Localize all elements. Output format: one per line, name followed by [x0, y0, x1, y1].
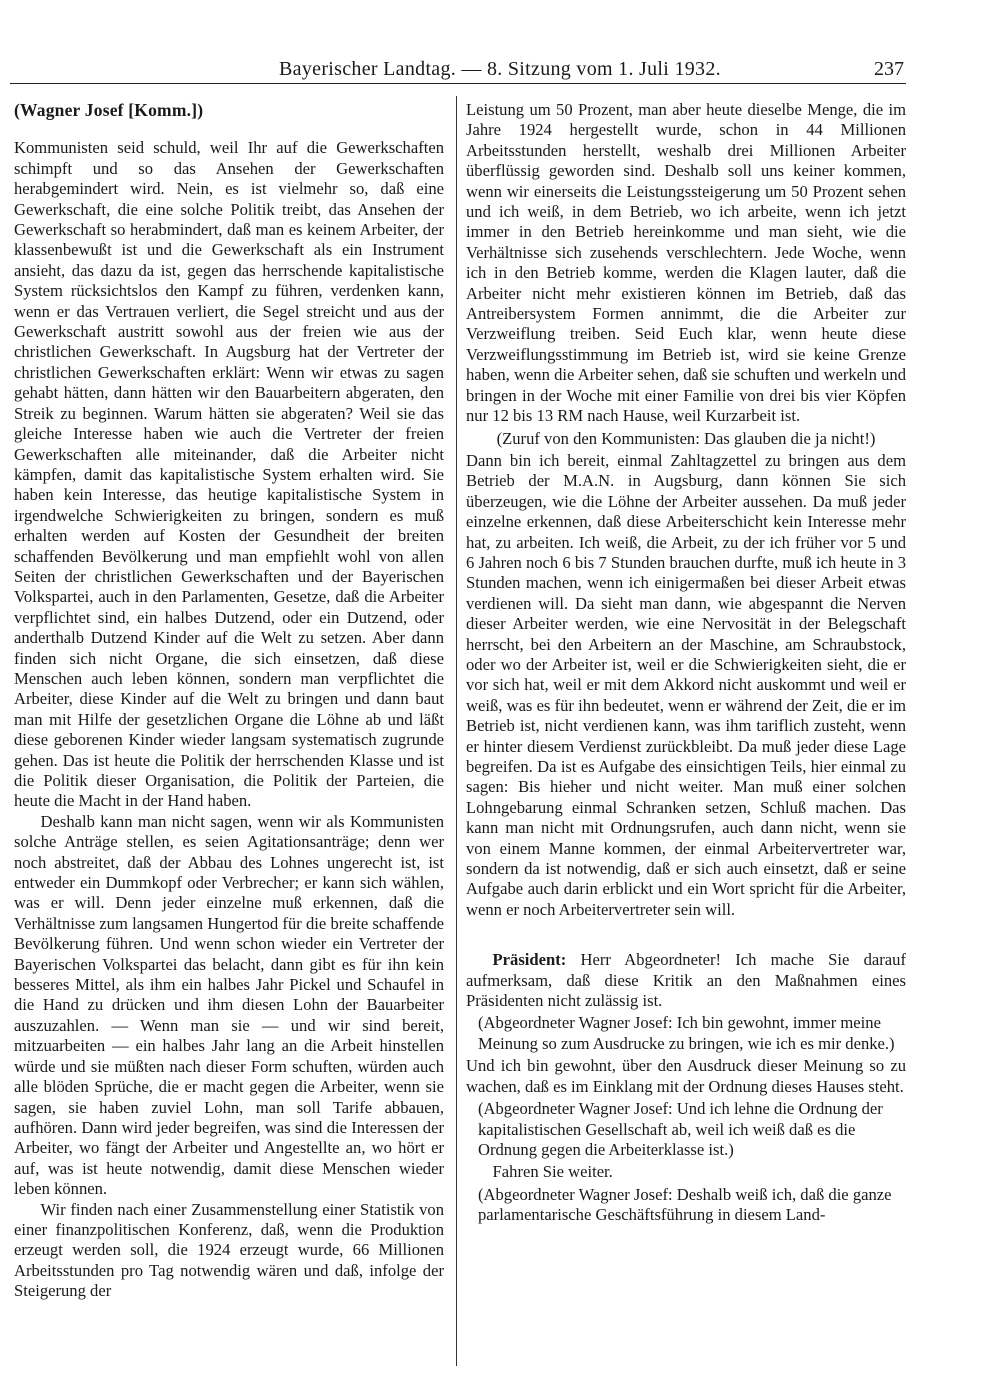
page-number: 237: [874, 58, 904, 80]
president-text: Herr Abgeordneter! Ich mache Sie darauf aufmerksam, daß diese Kritik an den Maßnahmen eines Präsidenten nicht zulässig ist.: [466, 950, 906, 1011]
interjection-3: (Abgeordneter Wagner Josef: Und ich lehne die Ordnung der kapitalistischen Gesellschaft ab, weil ich weiß daß es die Ordnung gegen die Arbeiterklasse ist.): [478, 1099, 883, 1159]
left-paragraph-2: Deshalb kann man nicht sagen, wenn wir als Kommunisten solche Anträge stellen, es seien Agitationsanträge; denn wer noch abstreitet, daß der Abbau des Lohnes ungerecht ist, ist entweder ein Dummkopf oder Verbrecher; er kann sich wählen, was er will. Denn jeder einzelne muß erkennen, daß die Verhältnisse zum langsamen Hungertod für die breite schaffende Bevölkerung führen. Und wenn schon wieder ein Vertreter der Bayerischen Volkspartei das belacht, dann gibt es für ihn kein besseres Mittel, als ihm ein halbes Jahr Pickel und Schaufel in die Hand zu drücken und ihm diesen Lohn der Bauarbeiter auszuzahlen. — Wenn man sie — und wir sind bereit, mitzuarbeiten — ein halbes Jahr lang an die Arbeit hinstellen würde und sie müßten nach dieser Form schuften, würden auch alle blöden Sprüche, die er macht gegen die Arbeiter, wenn sie sagen, sie haben zuviel Lohn, man soll Tarife abbauen, aufhören. Dann wird jeder begreifen, was sind die Interessen der Arbeiter, wo fängt der Arbeiter und Angestellte an, wo hört er auf, was ist heute notwendig, damit diese Menschen wieder leben können.: [14, 811, 444, 1199]
left-paragraph-1: Kommunisten seid schuld, weil Ihr auf die Gewerkschaften schimpft und so das Ansehen der Gewerkschaften herabgemindert wird. Nein, es ist vielmehr so, daß eine Gewerkschaft, die eine solche Politik treibt, das Ansehen der Gewerkschaft so herabmindert, daß man es keinem Arbeiter, der klassenbewußt ist und die Gewerkschaft als ein Instrument ansieht, das dazu da ist, gegen das herrschende kapitalistische System rücksichtslos den Kampf zu führen, verdenken kann, wenn er das Vertrauen verliert, die Segel streicht und aus der Gewerkschaft austritt sowohl aus der freien wie aus der christlichen Gewerkschaft. In Augsburg hat der Vertreter der christlichen Gewerkschaften erklärt: Wenn wir etwas zu sagen gehabt hätten, dann hätten wir den Bauarbeitern abgeraten, den Streik zu beginnen. Warum hätten sie abgeraten? Weil sie das gleiche Interesse haben wie auch die Vertreter der freien Gewerkschaften alle miteinander, daß die Arbeiter nicht kämpfen, damit das kapitalistische System erhalten wird. Sie haben kein Interesse, das heutige kapitalistische System in irgendwelche Schwierigkeiten zu bringen, sondern es muß erhalten werden auf Kosten der Gesundheit der breiten schaffenden Bevölkerung und man empfiehlt wohl von allen Seiten der christlichen Gewerkschaften und der Bayerischen Volkspartei, auch in den Parlamenten, Gesetze, daß die Arbeiter verpflichtet sind, ein halbes Dutzend, oder ein Dutzend, oder anderthalb Dutzend Kinder auf die Welt zu setzen. Aber dann finden sich nicht Organe, die sich einsetzen, daß diese Menschen auch leben können, sondern man verpflichtet die Arbeiter, diese Kinder auf die Welt zu bringen und dann baut man mit Hilfe der gesetzlichen Organe die Löhne ab und läßt diese geborenen Kinder wieder langsam systematisch zugrunde gehen. Das ist heute die Politik der herrschenden Klasse und ist die Politik dieser Organisation, die Politik der Parteien, die heute die Macht in der Hand haben.: [14, 138, 444, 811]
section-gap: [466, 920, 906, 950]
header-rule: [10, 83, 906, 84]
left-column: [14, 100, 444, 1302]
president-name: Präsident:: [492, 950, 567, 970]
president-statement: [466, 950, 906, 1011]
interjection-4: (Abgeordneter Wagner Josef: Deshalb weiß ich, daß die ganze parlamentarische Geschäftsführung in diesem Land-: [478, 1184, 892, 1225]
right-column: [466, 100, 906, 1228]
running-title: Bayerischer Landtag. — 8. Sitzung vom 1. Juli 1932.: [279, 58, 721, 80]
right-paragraph-4: Fahren Sie weiter.: [492, 1162, 613, 1182]
left-paragraph-3: Wir finden nach einer Zusammenstellung einer Statistik von einer finanzpolitischen Konferenz, daß, wenn die Produktion erzeugt werden soll, die 1924 erzeugt wurde, 66 Millionen Arbeitsstunden pro Tag notwendig wären und daß, infolge der Steigerung der: [14, 1199, 444, 1301]
running-head: [0, 58, 1000, 84]
right-paragraph-1: Leistung um 50 Prozent, man aber heute dieselbe Menge, die im Jahre 1924 hergestellt wurde, schon in 44 Millionen Arbeitsstunden herstellt, weshalb drei Millionen Arbeiter überflüssig geworden sind. Deshalb soll uns keiner kommen, wenn wir einerseits die Leistungssteigerung um 50 Prozent sehen und ich weiß, in dem Betrieb, wo ich arbeite, wenn ich jetzt immer in den Betrieb hereinkomme und man sieht, wie die Verhältnisse sich zusehends verschlechtern. Jede Woche, wenn ich in den Betrieb komme, werden die Klagen lauter, daß die Arbeiter nicht mehr existieren können im Betrieb, daß das Antreibersystem Formen annimmt, die die Arbeiter zur Verzweiflung treiben. Seid Euch klar, wenn heute diese Verzweiflungsstimmung im Betrieb ist, wird sie keine Grenze haben, wenn die Arbeiter sehen, daß sie schuften und werkeln und bringen in der Woche mit einer Familie von drei bis vier Köpfen nur 12 bis 13 RM nach Hause, weil Kurzarbeit ist.: [466, 100, 906, 426]
column-divider: [456, 96, 457, 1366]
interjection-2: (Abgeordneter Wagner Josef: Ich bin gewohnt, immer meine Meinung so zum Ausdrucke zu bringen, wie ich es mir denke.): [478, 1013, 895, 1053]
interjection-1: (Zuruf von den Kommunisten: Das glauben die ja nicht!): [496, 428, 876, 448]
speaker-tag: (Wagner Josef [Komm.]): [14, 100, 204, 120]
right-paragraph-3: Und ich bin gewohnt, über den Ausdruck dieser Meinung so zu wachen, daß es im Einklang mit der Ordnung dieses Hauses steht.: [466, 1056, 906, 1096]
right-paragraph-2: Dann bin ich bereit, einmal Zahltagzettel zu bringen aus dem Betrieb der M.A.N. in Augsburg, dann können Sie sich überzeugen, wie die Löhne der Arbeiter aussehen. Da muß jeder einzelne erkennen, daß diese Arbeiterschicht kein Interesse mehr hat, zu arbeiten. Ich weiß, die Arbeit, zu der ich früher vor 5 und 6 Jahren noch 6 bis 7 Stunden brauchen durfte, muß ich heute in 3 Stunden machen, wenn ich einigermaßen bei dieser Arbeit etwas verdienen will. Da sieht man dann, wie abgespannt die Nerven dieser Arbeiter werden, wie eine Nervosität in der Belegschaft herrscht, bei den Arbeitern an der Maschine, am Schraubstock, oder wo der Arbeiter ist, weil er die Schwierigkeiten sieht, die er vor sich hat, weil er mit dem Akkord nicht auskommt und weil er weiß, was es für ihn bedeutet, wenn er während der Zeit, die er im Betrieb ist, nicht verdienen kann, was ihm tariflich zusteht, wenn er hinter diesem Verdienst zurückbleibt. Da muß jeder diese Lage begreifen. Da ist es Aufgabe des einsichtigen Teils, hier einmal zu sagen: Bis hieher und nicht weiter. Man muß einer solchen Lohngebarung einmal Schranken setzen, Schluß machen. Das kann man nicht mit Ordnungsrufen, auch dann nicht, wenn sie von einem Manne kommen, der einmal Arbeitervertreter war, sondern da ist notwendig, daß er sich auch einsetzt, daß er seine Aufgabe auch darin erblickt und ein Wort spricht für die Arbeiter, wenn er noch Arbeitervertreter sein will.: [466, 450, 906, 919]
